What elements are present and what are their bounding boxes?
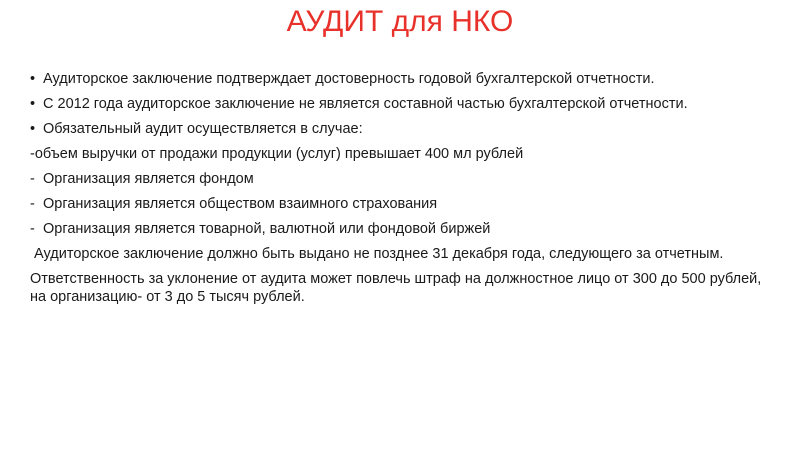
bullet-icon: • <box>30 71 36 87</box>
slide-content <box>30 70 770 313</box>
dash-icon: - <box>30 171 35 187</box>
penalty-note: Ответственность за уклонение от аудита может повлечь штраф на должностное лицо от 300 до 500 рублей, на организацию- от 3 до 5 тысяч рублей. <box>30 271 762 305</box>
dash-item-1 <box>30 170 770 188</box>
dash-text: Организация является фондом <box>43 171 254 187</box>
bullet-text: С 2012 года аудиторское заключение не является составной частью бухгалтерской отчетности. <box>43 96 688 112</box>
slide-title: АУДИТ для НКО <box>286 5 514 38</box>
bullet-item-3 <box>30 120 770 138</box>
dash-item-2 <box>30 195 770 213</box>
bullet-item-2 <box>30 95 770 113</box>
dash-text: Организация является обществом взаимного страхования <box>43 196 438 212</box>
dash-text: Организация является товарной, валютной или фондовой биржей <box>43 221 491 237</box>
revenue-condition: -объем выручки от продажи продукции (услуг) превышает 400 мл рублей <box>30 146 524 162</box>
bullet-text: Аудиторское заключение подтверждает достоверность годовой бухгалтерской отчетности. <box>43 71 655 87</box>
bullet-icon: • <box>30 96 36 112</box>
bullet-text: Обязательный аудит осуществляется в случае: <box>43 121 363 137</box>
deadline-note: Аудиторское заключение должно быть выдано не позднее 31 декабря года, следующего за отчетным. <box>34 246 724 262</box>
dash-item-3 <box>30 220 770 238</box>
bullet-item-1 <box>30 70 770 88</box>
bullet-icon: • <box>30 121 36 137</box>
dash-icon: - <box>30 196 35 212</box>
dash-icon: - <box>30 221 35 237</box>
